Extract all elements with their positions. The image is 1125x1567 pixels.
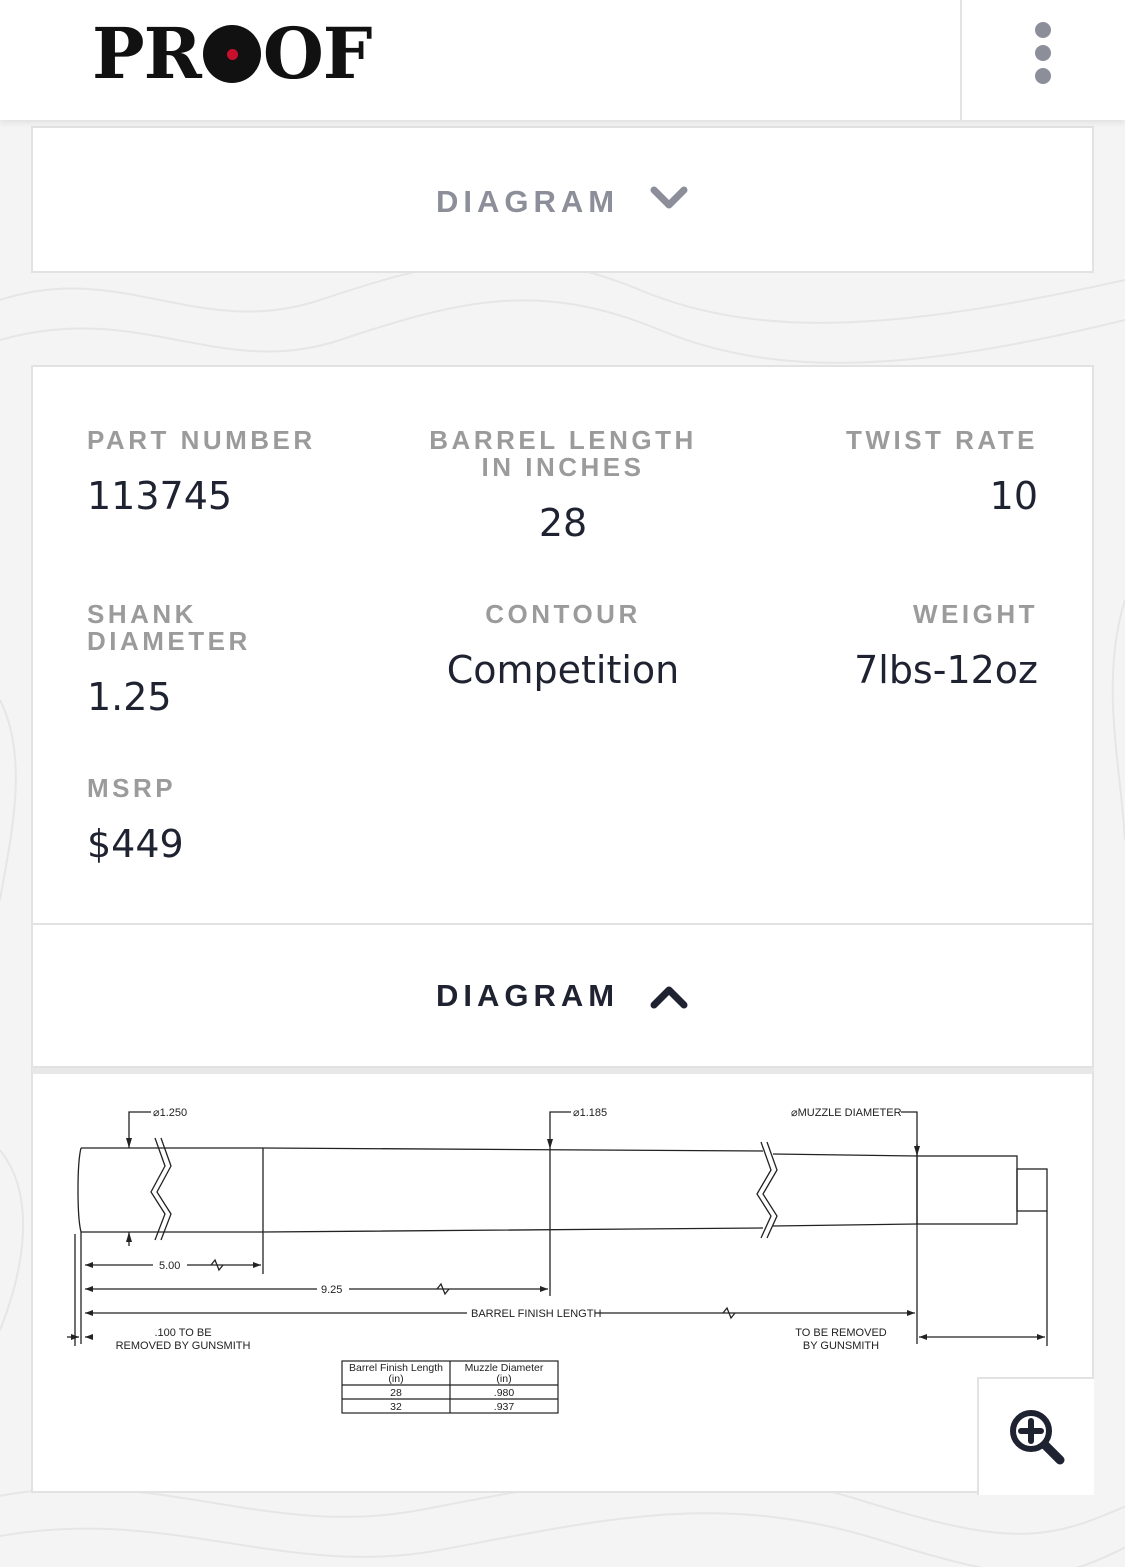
table-header-length-unit: (in) <box>388 1373 404 1385</box>
note-right-line2: BY GUNSMITH <box>802 1340 880 1352</box>
table-header-muzzle: Muzzle Diameter <box>464 1362 544 1374</box>
note-left-line2: REMOVED BY GUNSMITH <box>115 1340 251 1352</box>
logo-target-icon <box>203 25 261 83</box>
dimension-9: 9.25 <box>321 1284 343 1296</box>
msrp-label: MSRP <box>87 773 177 803</box>
diagram-toggle-collapsed[interactable] <box>33 128 1092 271</box>
diagram-panel <box>31 1068 1094 1493</box>
table-cell: 32 <box>390 1401 402 1413</box>
twist-rate-value: 10 <box>989 474 1038 518</box>
part-number-value: 113745 <box>87 474 233 518</box>
diagram-label: DIAGRAM <box>435 977 620 1013</box>
barrel-finish-length-dimension: BARREL FINISH LENGTH <box>471 1308 602 1320</box>
table-cell: .980 <box>493 1387 515 1399</box>
dimension-5: 5.00 <box>159 1260 181 1272</box>
part-number-label: PART NUMBER <box>87 425 316 455</box>
table-cell: 28 <box>390 1387 402 1399</box>
header-divider <box>960 0 962 120</box>
muzzle-diameter-callout: ⌀MUZZLE DIAMETER <box>791 1107 902 1119</box>
shank-diameter-value: 1.25 <box>87 675 172 719</box>
menu-dot <box>1035 45 1051 61</box>
barrel-length-label-line2: IN INCHES <box>481 452 645 482</box>
shank-diameter-label-line1: SHANK <box>87 599 197 629</box>
barrel-length-label <box>393 427 733 481</box>
zoom-button[interactable] <box>977 1377 1094 1495</box>
weight-label: WEIGHT <box>913 599 1038 629</box>
note-right-line1: TO BE REMOVED <box>795 1327 887 1339</box>
finish-length-table <box>342 1361 558 1413</box>
barrel-technical-drawing <box>33 1074 1094 1491</box>
chevron-up-icon <box>649 981 689 1011</box>
table-header-length: Barrel Finish Length <box>349 1362 443 1374</box>
site-header <box>0 0 1125 120</box>
shank-diameter-callout: ⌀1.250 <box>153 1107 188 1119</box>
barrel-length-label-line1: BARREL LENGTH <box>429 425 697 455</box>
table-header-muzzle-unit: (in) <box>496 1373 512 1385</box>
contour-value: Competition <box>446 648 680 692</box>
menu-dot <box>1035 68 1051 84</box>
diagram-label: DIAGRAM <box>435 183 620 219</box>
weight-value: 7lbs-12oz <box>854 648 1038 692</box>
diagram-collapsed-card <box>31 126 1094 273</box>
twist-rate-label: TWIST RATE <box>846 425 1038 455</box>
menu-button[interactable] <box>1018 22 1068 84</box>
proof-logo[interactable]: PR OF <box>92 12 372 95</box>
note-left-line1: .100 TO BE <box>154 1327 212 1339</box>
barrel-length-value: 28 <box>538 501 588 545</box>
mid-diameter-callout: ⌀1.185 <box>573 1107 608 1119</box>
table-cell: .937 <box>493 1401 515 1413</box>
diagram-expanded-card <box>31 923 1094 1068</box>
specs-card <box>31 365 1094 925</box>
menu-dot <box>1035 22 1051 38</box>
shank-diameter-label-line2: DIAMETER <box>87 626 251 656</box>
zoom-in-icon <box>1008 1408 1066 1466</box>
shank-diameter-label <box>87 601 251 655</box>
diagram-toggle-expanded[interactable] <box>33 925 1092 1066</box>
chevron-down-icon <box>649 184 689 214</box>
msrp-value: $449 <box>87 822 184 866</box>
contour-label: CONTOUR <box>485 599 641 629</box>
